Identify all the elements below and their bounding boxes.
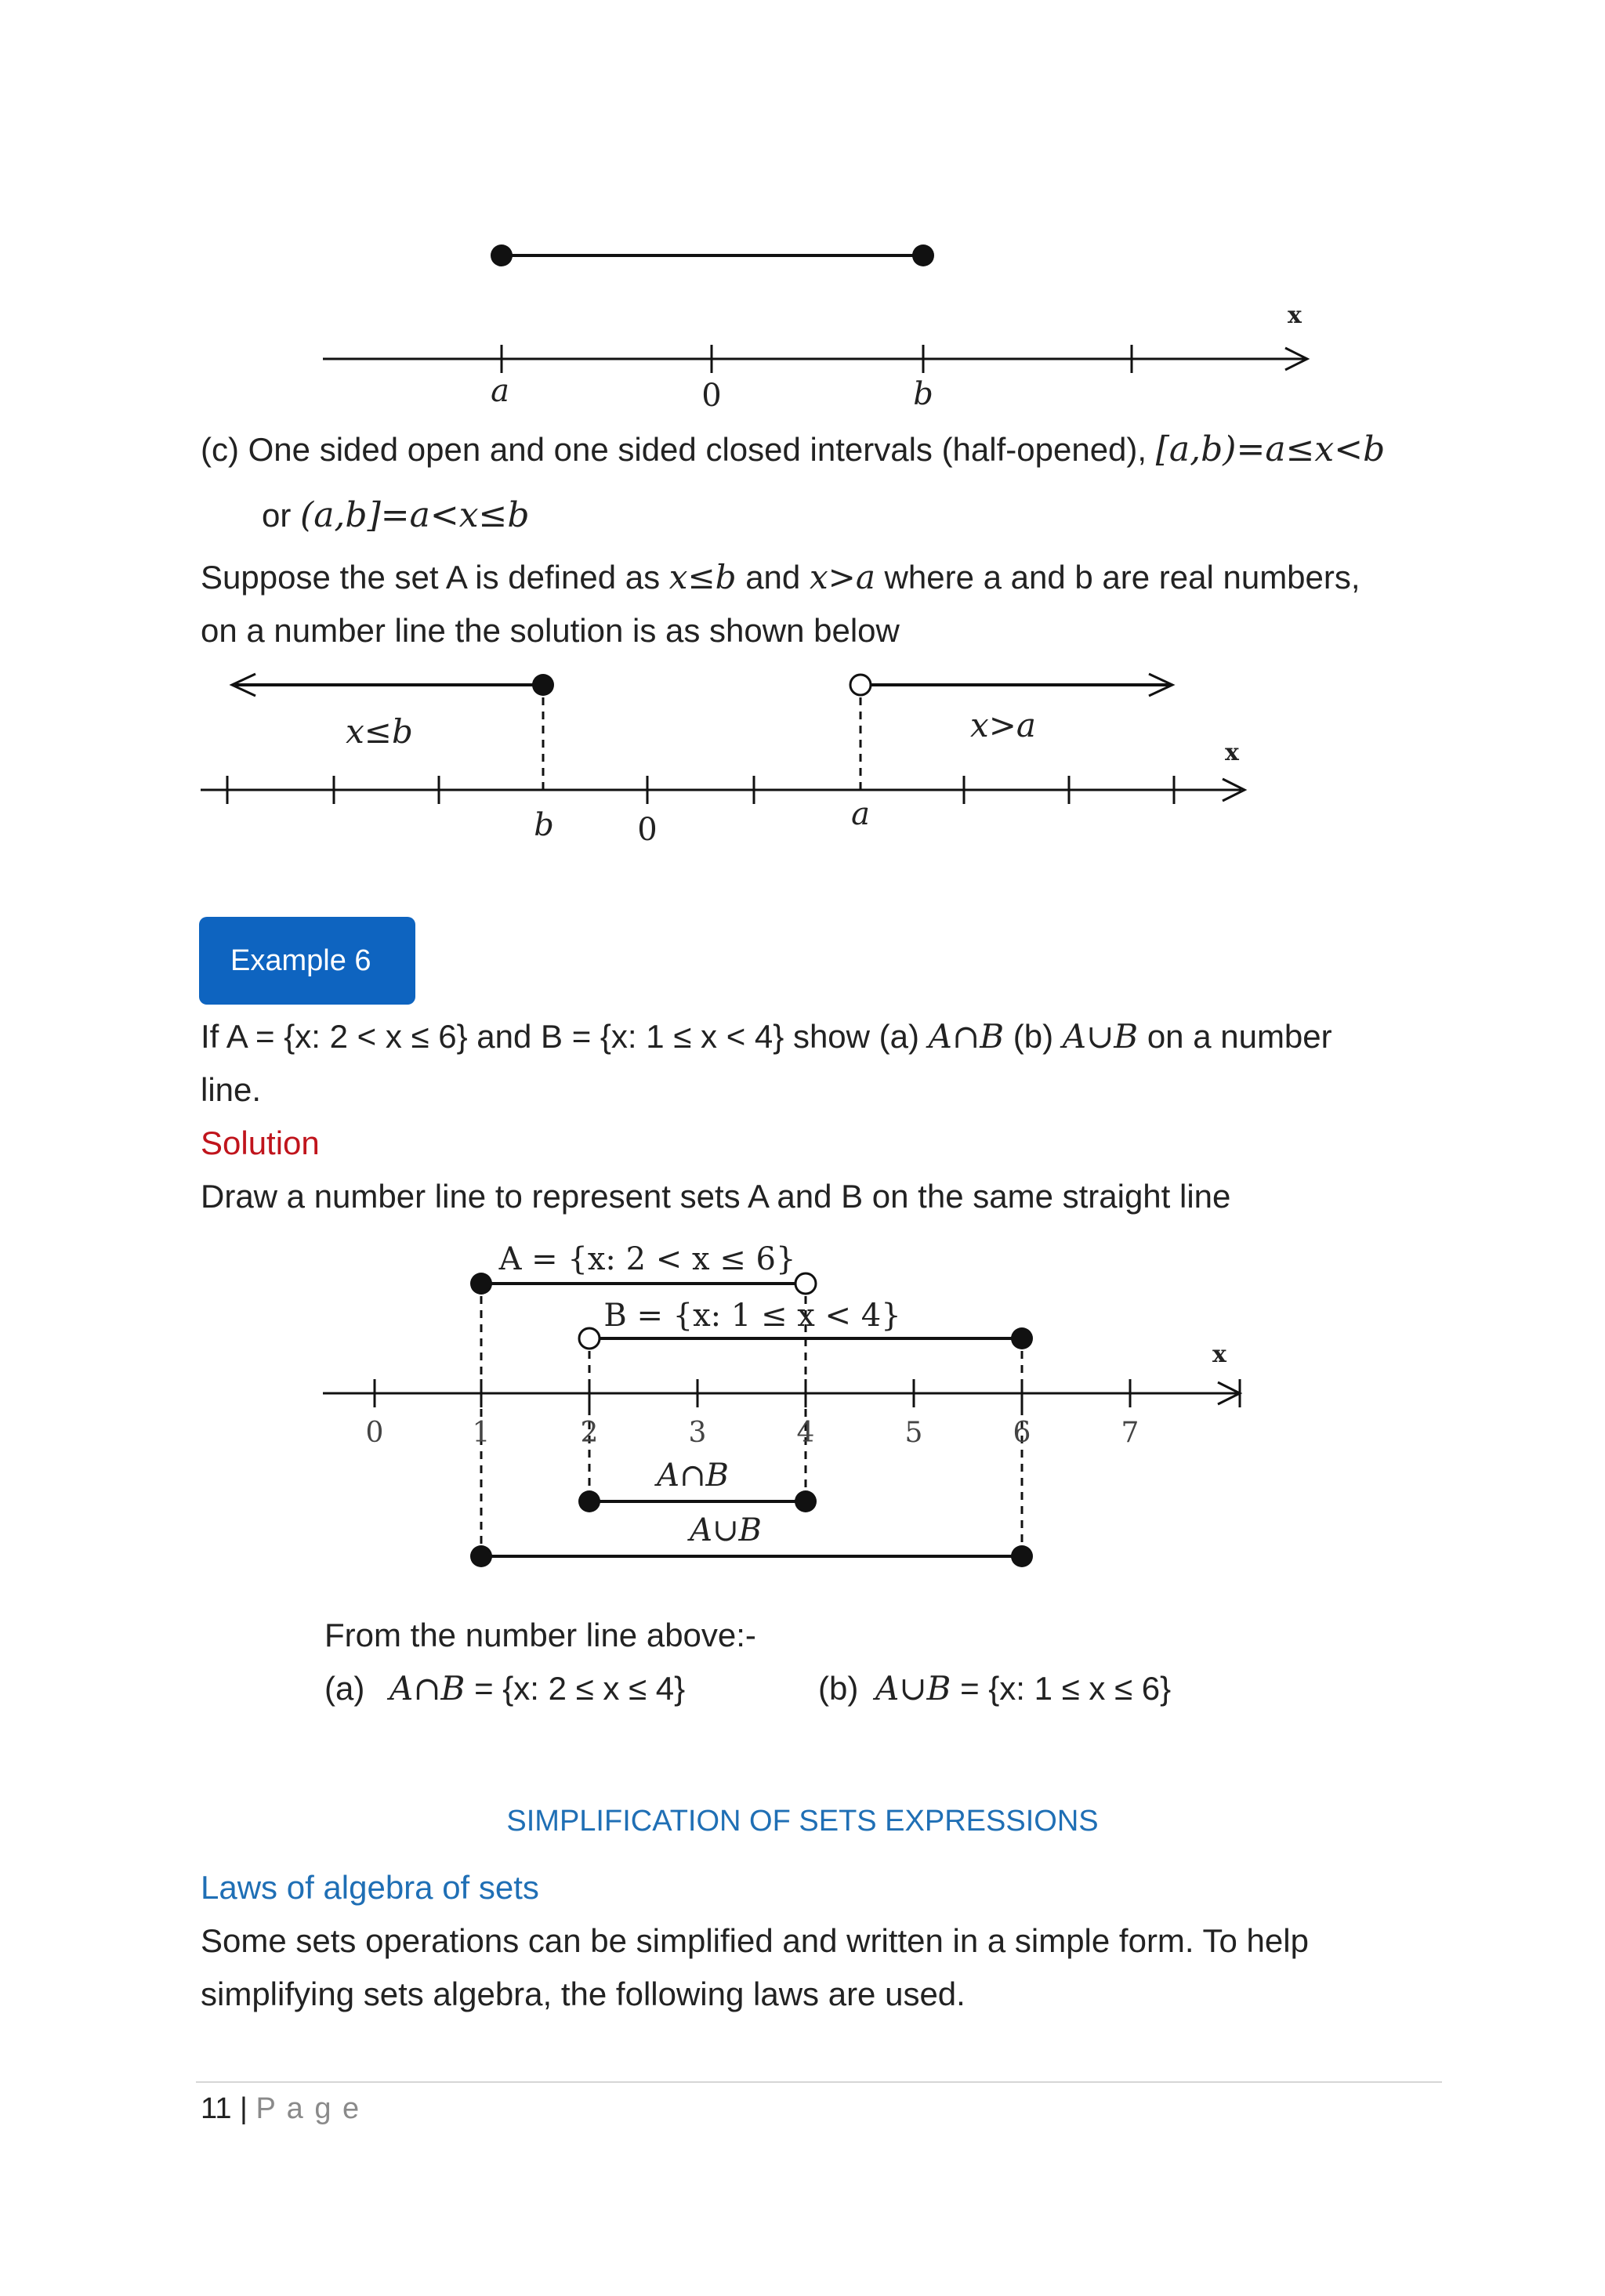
half-open-formula-1: [a,b)=a≤x<b xyxy=(1155,429,1386,469)
or-word: or xyxy=(262,497,292,534)
condition-x-gt-a: x>a xyxy=(809,558,875,596)
tick-1: 1 xyxy=(472,1417,491,1449)
endpoint-b-closed xyxy=(912,244,934,266)
closed-interval-diagram xyxy=(0,227,1605,431)
set-a-left-closed xyxy=(470,1273,492,1295)
set-b-label: B = {x: 1 ≤ x < 4} xyxy=(603,1298,901,1334)
endpoint-a-closed xyxy=(491,244,513,266)
set-a-right-open xyxy=(795,1273,816,1294)
page-number: 11 xyxy=(201,2092,232,2125)
union-left-closed xyxy=(470,1545,492,1567)
footer-divider xyxy=(196,2081,1442,2083)
set-b-right-closed xyxy=(1011,1327,1033,1349)
part-c-text: (c) One sided open and one sided closed intervals (half-opened), xyxy=(201,431,1147,468)
intersection-left-closed xyxy=(578,1490,600,1512)
page-word: P a g e xyxy=(255,2092,361,2125)
label-b: b xyxy=(534,807,554,843)
label-a: a xyxy=(851,796,870,832)
part-c-line2 xyxy=(262,495,530,537)
region-right-label: x>a xyxy=(970,706,1036,744)
solution-instruction: Draw a number line to represent sets A and B on the same straight line xyxy=(201,1178,1231,1215)
part-c-line1 xyxy=(201,429,1385,471)
rays-diagram xyxy=(0,658,1605,862)
sets-number-line-diagram xyxy=(0,1230,1605,1583)
footer xyxy=(201,2092,360,2126)
example-question-line2: line. xyxy=(201,1071,262,1108)
tick-5: 5 xyxy=(904,1417,923,1449)
axis-label-x: x xyxy=(1212,1341,1226,1368)
label-a: a xyxy=(491,373,509,409)
tick-0: 0 xyxy=(365,1417,384,1449)
region-left-label: x≤b xyxy=(346,712,413,751)
footer-separator: | xyxy=(240,2092,248,2125)
laws-paragraph-line2: simplifying sets algebra, the following laws are used. xyxy=(201,1976,966,2012)
suppose-line2: on a number line the solution is as shown below xyxy=(201,612,900,649)
tick-7: 7 xyxy=(1121,1417,1139,1449)
example-badge: Example 6 xyxy=(199,917,415,1005)
axis-label-x: x xyxy=(1288,302,1302,329)
result-a: (a) A∩B = {x: 2 ≤ x ≤ 4} xyxy=(324,1669,686,1708)
union-right-closed xyxy=(1011,1545,1033,1567)
section-heading: SIMPLIFICATION OF SETS EXPRESSIONS xyxy=(506,1805,1099,1838)
laws-heading: Laws of algebra of sets xyxy=(201,1869,539,1906)
intersection-right-closed xyxy=(795,1490,817,1512)
tick-3: 3 xyxy=(688,1417,707,1449)
endpoint-b-closed xyxy=(532,674,554,696)
union-label: A∪B xyxy=(690,1512,762,1548)
tick-4: 4 xyxy=(796,1417,815,1449)
union-symbol: A∪B xyxy=(875,1669,951,1708)
intersection-label: A∩B xyxy=(657,1458,729,1494)
solution-heading: Solution xyxy=(201,1124,320,1161)
suppose-line1: Suppose the set A is defined as x≤b and x>a where a and b are real numbers, xyxy=(201,558,1360,596)
result-b: (b) A∪B = {x: 1 ≤ x ≤ 6} xyxy=(818,1669,1172,1708)
set-a-label: A = {x: 2 < x ≤ 6} xyxy=(498,1241,796,1277)
endpoint-a-open xyxy=(850,675,871,695)
result-intro: From the number line above:- xyxy=(324,1617,756,1653)
label-zero: 0 xyxy=(637,812,658,848)
axis-label-x: x xyxy=(1225,739,1239,766)
tick-2: 2 xyxy=(580,1417,599,1449)
set-b-left-open xyxy=(579,1328,600,1349)
tick-6: 6 xyxy=(1013,1417,1031,1449)
laws-paragraph-line1: Some sets operations can be simplified and written in a simple form. To help xyxy=(201,1922,1309,1959)
intersection-symbol: A∩B xyxy=(389,1669,466,1708)
union-symbol: A∪B xyxy=(1062,1017,1139,1056)
half-open-formula-2: (a,b]=a<x≤b xyxy=(300,495,530,535)
label-b: b xyxy=(913,376,933,412)
condition-x-le-b: x≤b xyxy=(668,558,737,596)
intersection-symbol: A∩B xyxy=(928,1017,1005,1056)
example-question-line1: If A = {x: 2 < x ≤ 6} and B = {x: 1 ≤ x < 4} show (a) A∩B (b) A∪B on a number xyxy=(201,1017,1332,1056)
label-zero: 0 xyxy=(701,378,722,414)
